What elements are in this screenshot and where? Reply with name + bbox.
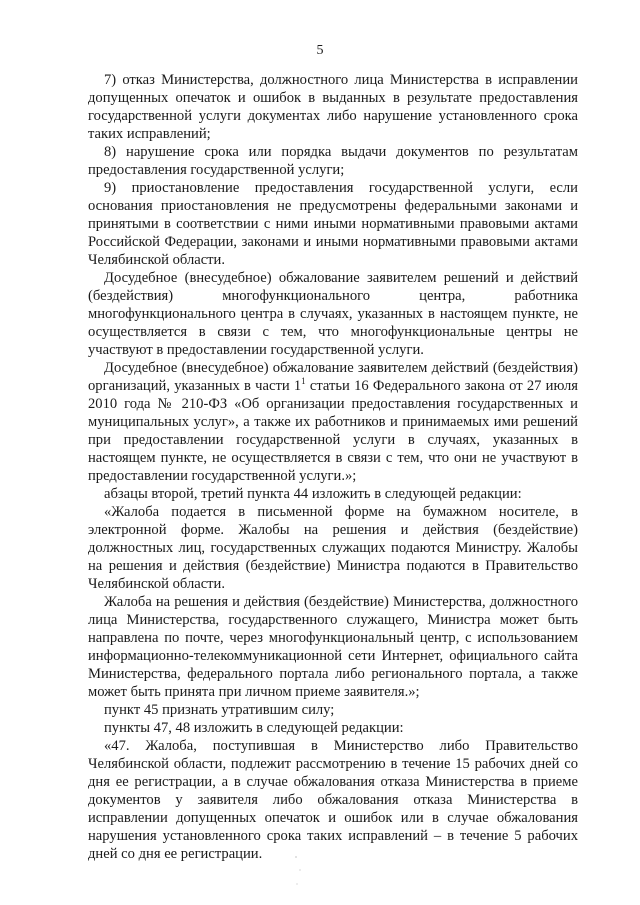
paragraph-mfc-appeal: Досудебное (внесудебное) обжалование заявителем решений и действий (бездействия) многофункционального центра, работника многофункционального центра в случаях, указанных в настоящем пункте, не осуществляется в связи с тем, что многофункциональные центры не участвуют в предоставлении государственной услуги. (88, 270, 578, 358)
paragraph-complaint-channels: Жалоба на решения и действия (бездействие) Министерства, должностного лица Министерства, государственного служащего, Министра может быть направлена по почте, через многофункциональный центр, с использованием информационно-телекоммуникационной сети Интернет, официального сайта Министерства, федерального портала либо регионального портала, а также может быть принята при личном приеме заявителя.»; (88, 594, 578, 700)
page-number: 5 (316, 43, 324, 58)
footnote-superscript: 1 (301, 376, 306, 387)
paragraph-item-7: 7) отказ Министерства, должностного лица Министерства в исправлении допущенных опечаток и ошибок в выданных в результате предоставления государственной услуги документах либо нарушение установленного срока таких исправлений; (88, 72, 578, 142)
paragraph-amend-47-48: пункты 47, 48 изложить в следующей редакции: (104, 720, 404, 736)
paragraph-organizations-text-b: статьи 16 Федерального закона от 27 июля 2010 года № 210-ФЗ «Об организации предоставления государственных и муниципальных услуг», а также их работников и принимаемых ими решений при предоставлении государственной услуги в случаях, указанных в настоящем пункте, не осуществляется в связи с тем, что они не участвуют в предоставлении государственной услуги.»; (88, 378, 578, 484)
paragraph-organizations-text-a: Досудебное (внесудебное) обжалование заявителем действий (бездействия) организаций, указанных в части 1 (88, 360, 578, 394)
paragraph-repeal-45: пункт 45 признать утратившим силу; (104, 702, 335, 718)
document-body (88, 71, 578, 863)
paragraph-item-47: «47. Жалоба, поступившая в Министерство либо Правительство Челябинской области, подлежит рассмотрению в течение 15 рабочих дней со дня ее регистрации, а в случае обжалования отказа Министерства в приеме документов у заявителя либо обжалования отказа Министерства в исправлении допущенных опечаток и ошибок или в случае обжалования нарушения установленного срока таких исправлений – в течение 5 рабочих дней со дня ее регистрации. (88, 738, 578, 862)
paragraph-complaint-form: «Жалоба подается в письменной форме на бумажном носителе, в электронной форме. Жалобы на решения и действия (бездействие) должностных лиц, государственных служащих подаются Министру. Жалобы на решения и действия (бездействие) Министра подаются в Правительство Челябинской области. (88, 504, 578, 592)
paragraph-organizations-appeal (88, 359, 578, 485)
paragraph-item-8: 8) нарушение срока или порядка выдачи документов по результатам предоставления государственной услуги; (88, 144, 578, 178)
paragraph-amend-44: абзацы второй, третий пункта 44 изложить в следующей редакции: (104, 486, 522, 502)
paragraph-item-9: 9) приостановление предоставления государственной услуги, если основания приостановления не предусмотрены федеральными законами и принятыми в соответствии с ними иными нормативными правовыми актами Российской Федерации, законами и иными нормативными правовыми актами Челябинской области. (88, 180, 578, 268)
